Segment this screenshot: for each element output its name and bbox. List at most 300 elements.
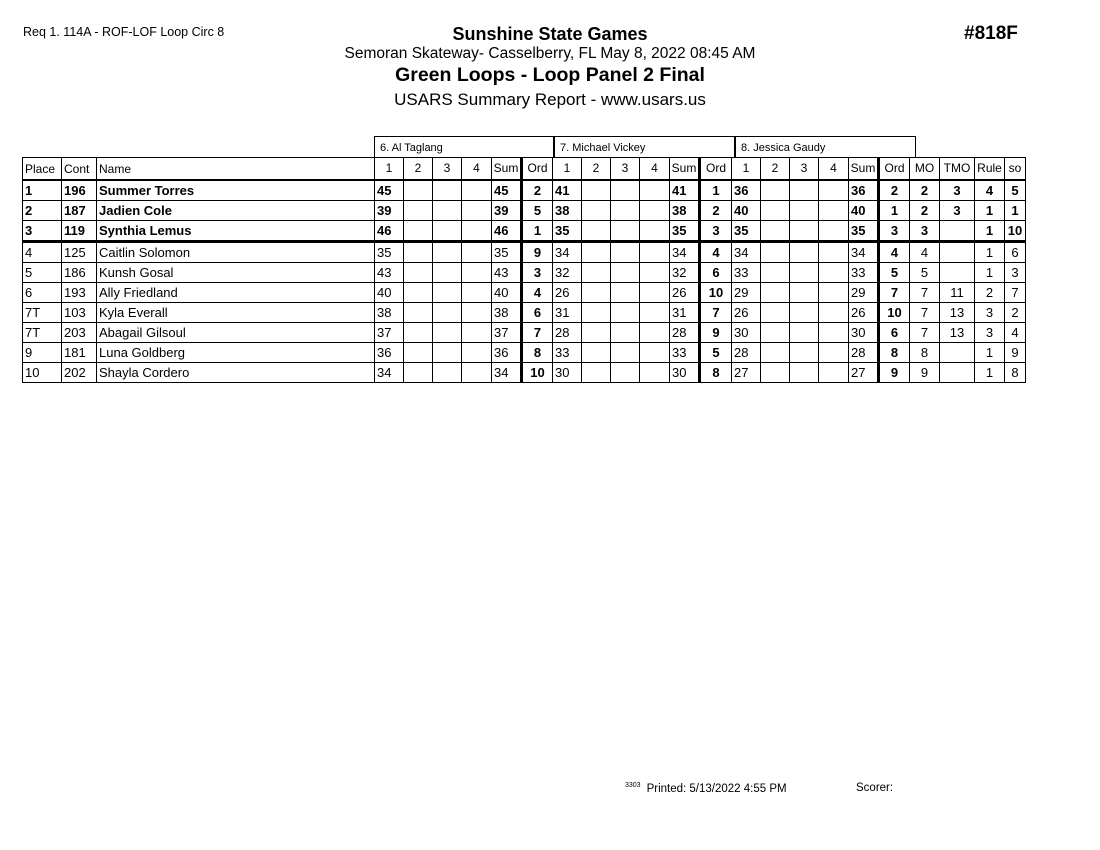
so-cell: 6 (1005, 242, 1026, 263)
judge-score-3 (433, 242, 462, 263)
judge-score-3 (611, 180, 640, 201)
judge-score-1: 35 (732, 221, 761, 242)
judge-score-3 (433, 221, 462, 242)
judge-score-2 (404, 263, 433, 283)
judge-sum: 35 (492, 242, 522, 263)
tmo-cell: 13 (940, 303, 975, 323)
judge-ordinal: 10 (522, 363, 553, 383)
table-row (23, 242, 1026, 263)
col-so: so (1005, 158, 1026, 181)
judge-score-4 (819, 263, 849, 283)
judge-score-1: 26 (732, 303, 761, 323)
judge-score-3 (790, 201, 819, 221)
judge-sum: 38 (670, 201, 700, 221)
judge-score-4 (819, 180, 849, 201)
judge-ordinal: 2 (700, 201, 732, 221)
judge-score-2 (582, 263, 611, 283)
name-cell: Shayla Cordero (97, 363, 375, 383)
judge-sum: 29 (849, 283, 879, 303)
rule-cell: 2 (975, 283, 1005, 303)
place-cell: 5 (23, 263, 62, 283)
judge-sum: 26 (670, 283, 700, 303)
tmo-cell: 13 (940, 323, 975, 343)
name-cell: Kunsh Gosal (97, 263, 375, 283)
mo-cell: 4 (910, 242, 940, 263)
judge-ordinal: 2 (522, 180, 553, 201)
judge-sum: 33 (849, 263, 879, 283)
judge-score-4 (640, 343, 670, 363)
judge-ordinal: 3 (700, 221, 732, 242)
judge-score-2 (761, 323, 790, 343)
judge-score-3 (611, 323, 640, 343)
rule-cell: 1 (975, 201, 1005, 221)
judge-score-2 (582, 180, 611, 201)
place-cell: 6 (23, 283, 62, 303)
judge-score-2 (761, 180, 790, 201)
printed-timestamp: Printed: 5/13/2022 4:55 PM (646, 782, 787, 795)
col-j2-4: 4 (640, 158, 670, 181)
col-mo: MO (910, 158, 940, 181)
judge-ordinal: 10 (879, 303, 910, 323)
tmo-cell: 3 (940, 180, 975, 201)
name-cell: Synthia Lemus (97, 221, 375, 242)
judge-ordinal: 7 (700, 303, 732, 323)
judge-score-2 (404, 363, 433, 383)
judge-score-1: 38 (375, 303, 404, 323)
judge-score-1: 30 (732, 323, 761, 343)
judge-score-1: 30 (553, 363, 582, 383)
judge-ordinal: 5 (700, 343, 732, 363)
judge-score-1: 35 (553, 221, 582, 242)
judge-header-2: 7. Michael Vickey (554, 136, 735, 157)
place-cell: 3 (23, 221, 62, 242)
col-j3-sum: Sum (849, 158, 879, 181)
judge-score-2 (404, 343, 433, 363)
judge-score-3 (790, 180, 819, 201)
judge-sum: 45 (492, 180, 522, 201)
mo-cell: 7 (910, 283, 940, 303)
judge-ordinal: 1 (879, 201, 910, 221)
judge-score-1: 29 (732, 283, 761, 303)
judge-score-1: 31 (553, 303, 582, 323)
judge-sum: 35 (670, 221, 700, 242)
judge-score-4 (462, 363, 492, 383)
judge-score-1: 33 (553, 343, 582, 363)
judge-score-4 (819, 242, 849, 263)
so-cell: 3 (1005, 263, 1026, 283)
judge-score-3 (790, 323, 819, 343)
judge-score-3 (611, 263, 640, 283)
judge-ordinal: 9 (879, 363, 910, 383)
col-j1-1: 1 (375, 158, 404, 181)
judge-score-1: 46 (375, 221, 404, 242)
judge-score-1: 28 (553, 323, 582, 343)
col-j3-2: 2 (761, 158, 790, 181)
place-cell: 4 (23, 242, 62, 263)
judge-sum: 38 (492, 303, 522, 323)
table-row (23, 303, 1026, 323)
col-j2-sum: Sum (670, 158, 700, 181)
judge-score-4 (462, 283, 492, 303)
table-row (23, 180, 1026, 201)
rule-cell: 1 (975, 242, 1005, 263)
col-j3-4: 4 (819, 158, 849, 181)
judge-sum: 28 (670, 323, 700, 343)
table-row (23, 363, 1026, 383)
judge-score-4 (462, 242, 492, 263)
so-cell: 2 (1005, 303, 1026, 323)
results-table (22, 157, 1026, 383)
judge-score-3 (790, 242, 819, 263)
judge-score-4 (819, 221, 849, 242)
cont-cell: 103 (62, 303, 97, 323)
judge-score-4 (819, 303, 849, 323)
judge-ordinal: 3 (522, 263, 553, 283)
so-cell: 9 (1005, 343, 1026, 363)
judge-ordinal: 6 (522, 303, 553, 323)
mo-cell: 2 (910, 201, 940, 221)
judge-score-1: 39 (375, 201, 404, 221)
col-j3-ord: Ord (879, 158, 910, 181)
table-row (23, 263, 1026, 283)
judge-sum: 32 (670, 263, 700, 283)
judge-score-2 (582, 323, 611, 343)
judge-score-4 (640, 263, 670, 283)
place-cell: 10 (23, 363, 62, 383)
judge-score-3 (433, 283, 462, 303)
cont-cell: 186 (62, 263, 97, 283)
judge-ordinal: 1 (522, 221, 553, 242)
page-title: Sunshine State Games (452, 24, 648, 44)
judge-score-1: 34 (553, 242, 582, 263)
judge-score-1: 36 (732, 180, 761, 201)
cont-cell: 196 (62, 180, 97, 201)
judge-score-4 (462, 303, 492, 323)
judge-score-4 (640, 242, 670, 263)
judge-score-2 (761, 303, 790, 323)
name-cell: Caitlin Solomon (97, 242, 375, 263)
judge-score-3 (433, 303, 462, 323)
judge-score-2 (404, 201, 433, 221)
judge-score-4 (462, 263, 492, 283)
judge-score-3 (790, 221, 819, 242)
col-j3-1: 1 (732, 158, 761, 181)
judge-score-4 (640, 221, 670, 242)
col-j2-3: 3 (611, 158, 640, 181)
judge-score-4 (462, 201, 492, 221)
judge-score-3 (433, 263, 462, 283)
judge-score-4 (462, 343, 492, 363)
judge-score-4 (640, 323, 670, 343)
judge-score-4 (819, 343, 849, 363)
tmo-cell: 3 (940, 201, 975, 221)
cont-cell: 202 (62, 363, 97, 383)
col-place: Place (23, 158, 62, 181)
judge-score-1: 32 (553, 263, 582, 283)
judge-ordinal: 8 (700, 363, 732, 383)
judge-score-3 (433, 180, 462, 201)
tmo-cell (940, 242, 975, 263)
col-j2-2: 2 (582, 158, 611, 181)
judge-score-1: 37 (375, 323, 404, 343)
col-cont: Cont (62, 158, 97, 181)
judge-sum: 36 (849, 180, 879, 201)
venue-line: Semoran Skateway- Casselberry, FL May 8, 2022 08:45 AM (344, 45, 756, 62)
judge-score-2 (761, 363, 790, 383)
judge-score-2 (404, 180, 433, 201)
judge-score-4 (462, 180, 492, 201)
judge-score-1: 41 (553, 180, 582, 201)
rule-cell: 1 (975, 263, 1005, 283)
judge-score-4 (819, 201, 849, 221)
so-cell: 1 (1005, 201, 1026, 221)
judge-score-2 (582, 343, 611, 363)
judge-score-3 (611, 303, 640, 323)
judge-score-1: 45 (375, 180, 404, 201)
judge-sum: 41 (670, 180, 700, 201)
judge-score-3 (611, 283, 640, 303)
mo-cell: 7 (910, 303, 940, 323)
so-cell: 7 (1005, 283, 1026, 303)
name-cell: Jadien Cole (97, 201, 375, 221)
so-cell: 4 (1005, 323, 1026, 343)
judge-score-2 (582, 242, 611, 263)
judge-score-1: 34 (375, 363, 404, 383)
report-code: 3303 (625, 782, 641, 789)
rule-cell: 1 (975, 343, 1005, 363)
judge-ordinal: 10 (700, 283, 732, 303)
col-j2-ord: Ord (700, 158, 732, 181)
judge-sum: 34 (492, 363, 522, 383)
name-cell: Luna Goldberg (97, 343, 375, 363)
judge-score-4 (819, 323, 849, 343)
name-cell: Summer Torres (97, 180, 375, 201)
tmo-cell: 11 (940, 283, 975, 303)
judge-sum: 34 (670, 242, 700, 263)
tmo-cell (940, 221, 975, 242)
judge-score-1: 33 (732, 263, 761, 283)
judge-score-2 (582, 303, 611, 323)
mo-cell: 9 (910, 363, 940, 383)
col-j2-1: 1 (553, 158, 582, 181)
judge-score-2 (582, 363, 611, 383)
judge-score-3 (611, 242, 640, 263)
place-cell: 7T (23, 303, 62, 323)
mo-cell: 5 (910, 263, 940, 283)
col-j1-4: 4 (462, 158, 492, 181)
judge-score-3 (611, 343, 640, 363)
judge-score-2 (404, 242, 433, 263)
judge-score-4 (640, 201, 670, 221)
judge-score-3 (790, 263, 819, 283)
rule-cell: 4 (975, 180, 1005, 201)
cont-cell: 193 (62, 283, 97, 303)
mo-cell: 2 (910, 180, 940, 201)
judge-score-4 (640, 283, 670, 303)
rule-cell: 1 (975, 221, 1005, 242)
judge-score-2 (761, 343, 790, 363)
judge-score-4 (819, 363, 849, 383)
judge-score-1: 36 (375, 343, 404, 363)
col-tmo: TMO (940, 158, 975, 181)
event-name: Green Loops - Loop Panel 2 Final (395, 64, 705, 86)
judge-sum: 30 (670, 363, 700, 383)
judge-score-4 (462, 323, 492, 343)
judge-ordinal: 9 (522, 242, 553, 263)
judge-ordinal: 1 (700, 180, 732, 201)
rule-cell: 1 (975, 363, 1005, 383)
judge-ordinal: 5 (879, 263, 910, 283)
judge-score-3 (433, 363, 462, 383)
col-j1-ord: Ord (522, 158, 553, 181)
judge-score-3 (433, 323, 462, 343)
col-j1-2: 2 (404, 158, 433, 181)
col-j3-3: 3 (790, 158, 819, 181)
judge-sum: 31 (670, 303, 700, 323)
judge-ordinal: 2 (879, 180, 910, 201)
table-row (23, 201, 1026, 221)
judge-score-2 (582, 283, 611, 303)
judge-sum: 43 (492, 263, 522, 283)
mo-cell: 8 (910, 343, 940, 363)
judge-score-2 (404, 323, 433, 343)
place-cell: 9 (23, 343, 62, 363)
place-cell: 2 (23, 201, 62, 221)
judge-sum: 46 (492, 221, 522, 242)
table-row (23, 221, 1026, 242)
judge-score-4 (462, 221, 492, 242)
table-row (23, 323, 1026, 343)
judge-ordinal: 8 (879, 343, 910, 363)
judge-score-2 (404, 283, 433, 303)
judge-score-1: 35 (375, 242, 404, 263)
tmo-cell (940, 343, 975, 363)
judge-ordinal: 6 (879, 323, 910, 343)
judge-ordinal: 8 (522, 343, 553, 363)
judge-score-3 (611, 221, 640, 242)
judge-score-1: 38 (553, 201, 582, 221)
judge-score-4 (640, 363, 670, 383)
mo-cell: 3 (910, 221, 940, 242)
judge-ordinal: 5 (522, 201, 553, 221)
scorer-label: Scorer: (856, 782, 894, 794)
so-cell: 8 (1005, 363, 1026, 383)
judge-score-1: 40 (732, 201, 761, 221)
judge-sum: 36 (492, 343, 522, 363)
judge-score-2 (404, 303, 433, 323)
col-name: Name (97, 158, 375, 181)
col-j1-sum: Sum (492, 158, 522, 181)
judge-ordinal: 7 (522, 323, 553, 343)
judge-score-4 (640, 303, 670, 323)
judge-header-1: 6. Al Taglang (374, 136, 554, 157)
judge-header-3: 8. Jessica Gaudy (735, 136, 916, 157)
name-cell: Ally Friedland (97, 283, 375, 303)
cont-cell: 203 (62, 323, 97, 343)
judge-score-1: 40 (375, 283, 404, 303)
tmo-cell (940, 263, 975, 283)
judge-sum: 40 (849, 201, 879, 221)
judge-score-3 (790, 363, 819, 383)
judge-score-1: 28 (732, 343, 761, 363)
judge-score-1: 34 (732, 242, 761, 263)
judge-score-4 (640, 180, 670, 201)
judge-score-2 (761, 263, 790, 283)
col-j1-3: 3 (433, 158, 462, 181)
judge-sum: 34 (849, 242, 879, 263)
judge-sum: 26 (849, 303, 879, 323)
tmo-cell (940, 363, 975, 383)
header-row (23, 158, 1026, 181)
so-cell: 5 (1005, 180, 1026, 201)
cont-cell: 187 (62, 201, 97, 221)
name-cell: Kyla Everall (97, 303, 375, 323)
judge-sum: 28 (849, 343, 879, 363)
judge-score-2 (761, 283, 790, 303)
judge-ordinal: 4 (700, 242, 732, 263)
event-number: #818F (964, 23, 1018, 44)
table-row (23, 283, 1026, 303)
table-row (23, 343, 1026, 363)
judge-ordinal: 4 (879, 242, 910, 263)
judge-score-2 (761, 221, 790, 242)
cont-cell: 125 (62, 242, 97, 263)
cont-cell: 181 (62, 343, 97, 363)
mo-cell: 7 (910, 323, 940, 343)
judge-sum: 30 (849, 323, 879, 343)
judge-ordinal: 3 (879, 221, 910, 242)
judge-ordinal: 7 (879, 283, 910, 303)
judge-score-3 (790, 283, 819, 303)
judge-sum: 39 (492, 201, 522, 221)
judge-score-1: 43 (375, 263, 404, 283)
judge-sum: 37 (492, 323, 522, 343)
judge-score-3 (433, 343, 462, 363)
judge-ordinal: 4 (522, 283, 553, 303)
col-rule: Rule (975, 158, 1005, 181)
judge-sum: 40 (492, 283, 522, 303)
rule-cell: 3 (975, 323, 1005, 343)
judge-score-2 (404, 221, 433, 242)
judge-score-3 (611, 201, 640, 221)
judge-score-3 (611, 363, 640, 383)
judge-score-2 (761, 242, 790, 263)
judge-score-2 (582, 201, 611, 221)
name-cell: Abagail Gilsoul (97, 323, 375, 343)
judge-score-3 (790, 343, 819, 363)
judge-sum: 33 (670, 343, 700, 363)
judge-score-2 (761, 201, 790, 221)
judge-score-3 (433, 201, 462, 221)
report-title: USARS Summary Report - www.usars.us (394, 90, 706, 109)
judge-score-3 (790, 303, 819, 323)
judge-ordinal: 6 (700, 263, 732, 283)
place-cell: 1 (23, 180, 62, 201)
request-label: Req 1. 114A - ROF-LOF Loop Circ 8 (23, 25, 225, 39)
judge-ordinal: 9 (700, 323, 732, 343)
judge-sum: 35 (849, 221, 879, 242)
judge-score-2 (582, 221, 611, 242)
judge-score-1: 27 (732, 363, 761, 383)
place-cell: 7T (23, 323, 62, 343)
judge-score-1: 26 (553, 283, 582, 303)
rule-cell: 3 (975, 303, 1005, 323)
judge-sum: 27 (849, 363, 879, 383)
so-cell: 10 (1005, 221, 1026, 242)
printed-line (625, 782, 787, 795)
cont-cell: 119 (62, 221, 97, 242)
judge-score-4 (819, 283, 849, 303)
